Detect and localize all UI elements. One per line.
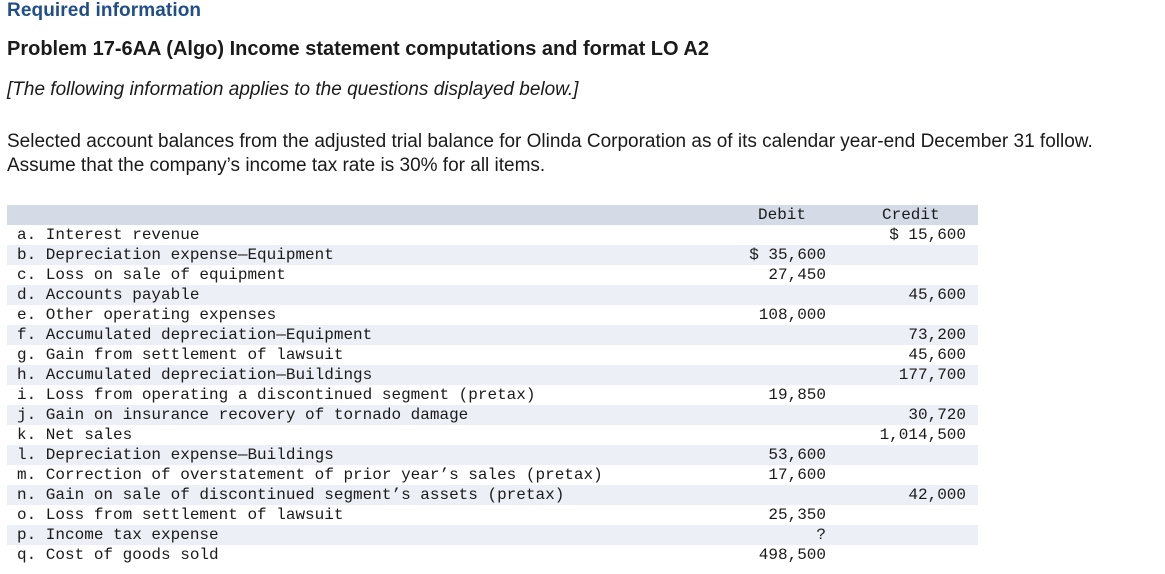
debit-amount: 53,600 <box>768 446 826 464</box>
credit-amount: 73,200 <box>908 326 966 344</box>
account-label: g. Gain from settlement of lawsuit <box>17 346 344 364</box>
account-label: p. Income tax expense <box>17 526 219 544</box>
table-row <box>7 465 978 485</box>
table-row <box>7 345 978 365</box>
account-label: q. Cost of goods sold <box>17 546 219 564</box>
debit-amount: 25,350 <box>768 506 826 524</box>
table-row <box>7 485 978 505</box>
table-row <box>7 525 978 545</box>
debit-amount: 27,450 <box>768 266 826 284</box>
problem-title: Problem 17-6AA (Algo) Income statement computations and format LO A2 <box>7 38 709 60</box>
account-label: j. Gain on insurance recovery of tornado damage <box>17 406 469 424</box>
account-label: b. Depreciation expense—Equipment <box>17 246 334 264</box>
table-row <box>7 425 978 445</box>
account-label: c. Loss on sale of equipment <box>17 266 286 284</box>
debit-amount: 108,000 <box>758 306 826 324</box>
debit-amount: 17,600 <box>768 466 826 484</box>
credit-column-header: Credit <box>882 206 940 224</box>
table-header-row <box>7 205 978 225</box>
debit-amount: 19,850 <box>768 386 826 404</box>
table-row <box>7 545 978 565</box>
account-label: n. Gain on sale of discontinued segment’s assets (pretax) <box>17 486 565 504</box>
table-row <box>7 325 978 345</box>
credit-amount: 177,700 <box>898 366 966 384</box>
credit-amount: 42,000 <box>908 486 966 504</box>
table-row <box>7 385 978 405</box>
table-body <box>7 225 978 565</box>
table-row <box>7 405 978 425</box>
account-label: d. Accounts payable <box>17 286 200 304</box>
debit-column-header: Debit <box>758 206 807 224</box>
account-label: h. Accumulated depreciation—Buildings <box>17 366 373 384</box>
account-label: a. Interest revenue <box>17 226 200 244</box>
account-label: o. Loss from settlement of lawsuit <box>17 506 344 524</box>
account-label: i. Loss from operating a discontinued segment (pretax) <box>17 386 536 404</box>
account-label: e. Other operating expenses <box>17 306 277 324</box>
table-row <box>7 365 978 385</box>
trial-balance-table <box>7 205 978 565</box>
table-row <box>7 445 978 465</box>
debit-amount: 498,500 <box>758 546 826 564</box>
table-row <box>7 245 978 265</box>
credit-amount: 45,600 <box>908 346 966 364</box>
applies-note: [The following information applies to the questions displayed below.] <box>7 79 579 100</box>
table-row <box>7 225 978 245</box>
debit-amount: ? <box>816 526 826 544</box>
table-row <box>7 265 978 285</box>
account-label: f. Accumulated depreciation—Equipment <box>17 326 373 344</box>
required-information-heading: Required information <box>7 0 202 21</box>
credit-amount: 45,600 <box>908 286 966 304</box>
table-row <box>7 505 978 525</box>
debit-amount: $ 35,600 <box>749 246 826 264</box>
credit-amount: $ 15,600 <box>889 226 966 244</box>
intro-paragraph: Selected account balances from the adjusted trial balance for Olinda Corporation as of its calendar year-end December 31 follow. Assume that the company’s income tax rate is 30% for all items. <box>7 131 1093 176</box>
account-label: m. Correction of overstatement of prior year’s sales (pretax) <box>17 466 603 484</box>
account-label: k. Net sales <box>17 426 133 444</box>
table-row <box>7 285 978 305</box>
credit-amount: 30,720 <box>908 406 966 424</box>
credit-amount: 1,014,500 <box>879 426 966 444</box>
account-label: l. Depreciation expense—Buildings <box>17 446 334 464</box>
table-row <box>7 305 978 325</box>
